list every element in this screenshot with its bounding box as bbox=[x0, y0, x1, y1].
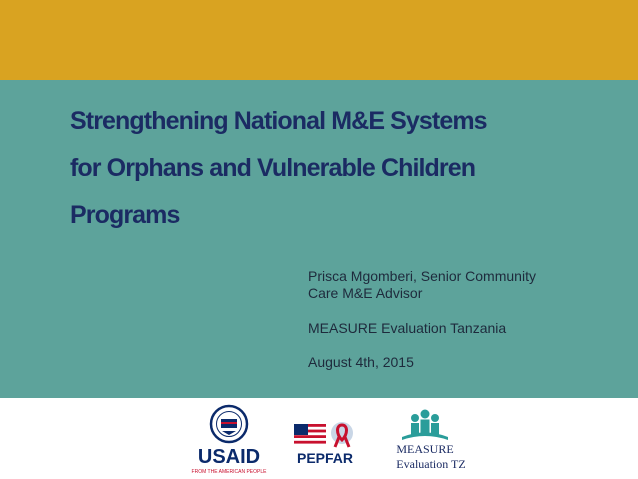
usaid-logo bbox=[186, 404, 272, 476]
usaid-seal-icon bbox=[211, 406, 247, 442]
usaid-tagline: FROM THE AMERICAN PEOPLE bbox=[191, 469, 267, 475]
measure-subtitle: Evaluation TZ bbox=[396, 457, 466, 471]
title-line-2: for Orphans and Vulnerable Children bbox=[70, 154, 476, 182]
measure-wordmark: MEASURE bbox=[396, 442, 454, 456]
top-color-band bbox=[0, 0, 638, 80]
awareness-ribbon-icon bbox=[331, 422, 353, 447]
slide-title bbox=[70, 98, 610, 239]
logo-footer bbox=[0, 398, 638, 479]
presentation-details bbox=[308, 268, 608, 371]
measure-evaluation-logo bbox=[382, 406, 480, 472]
presenter-line-1: Prisca Mgomberi, Senior Community bbox=[308, 268, 536, 284]
people-group-icon bbox=[402, 410, 448, 441]
pepfar-logo bbox=[292, 420, 364, 468]
organization: MEASURE Evaluation Tanzania bbox=[308, 320, 507, 336]
presenter bbox=[308, 268, 608, 302]
title-line-1: Strengthening National M&E Systems bbox=[70, 107, 487, 135]
presentation-date: August 4th, 2015 bbox=[308, 354, 414, 370]
presenter-line-2: Care M&E Advisor bbox=[308, 285, 423, 301]
title-line-3: Programs bbox=[70, 201, 180, 229]
usaid-wordmark: USAID bbox=[197, 446, 261, 468]
us-flag-icon bbox=[294, 424, 326, 444]
pepfar-wordmark: PEPFAR bbox=[296, 450, 354, 466]
